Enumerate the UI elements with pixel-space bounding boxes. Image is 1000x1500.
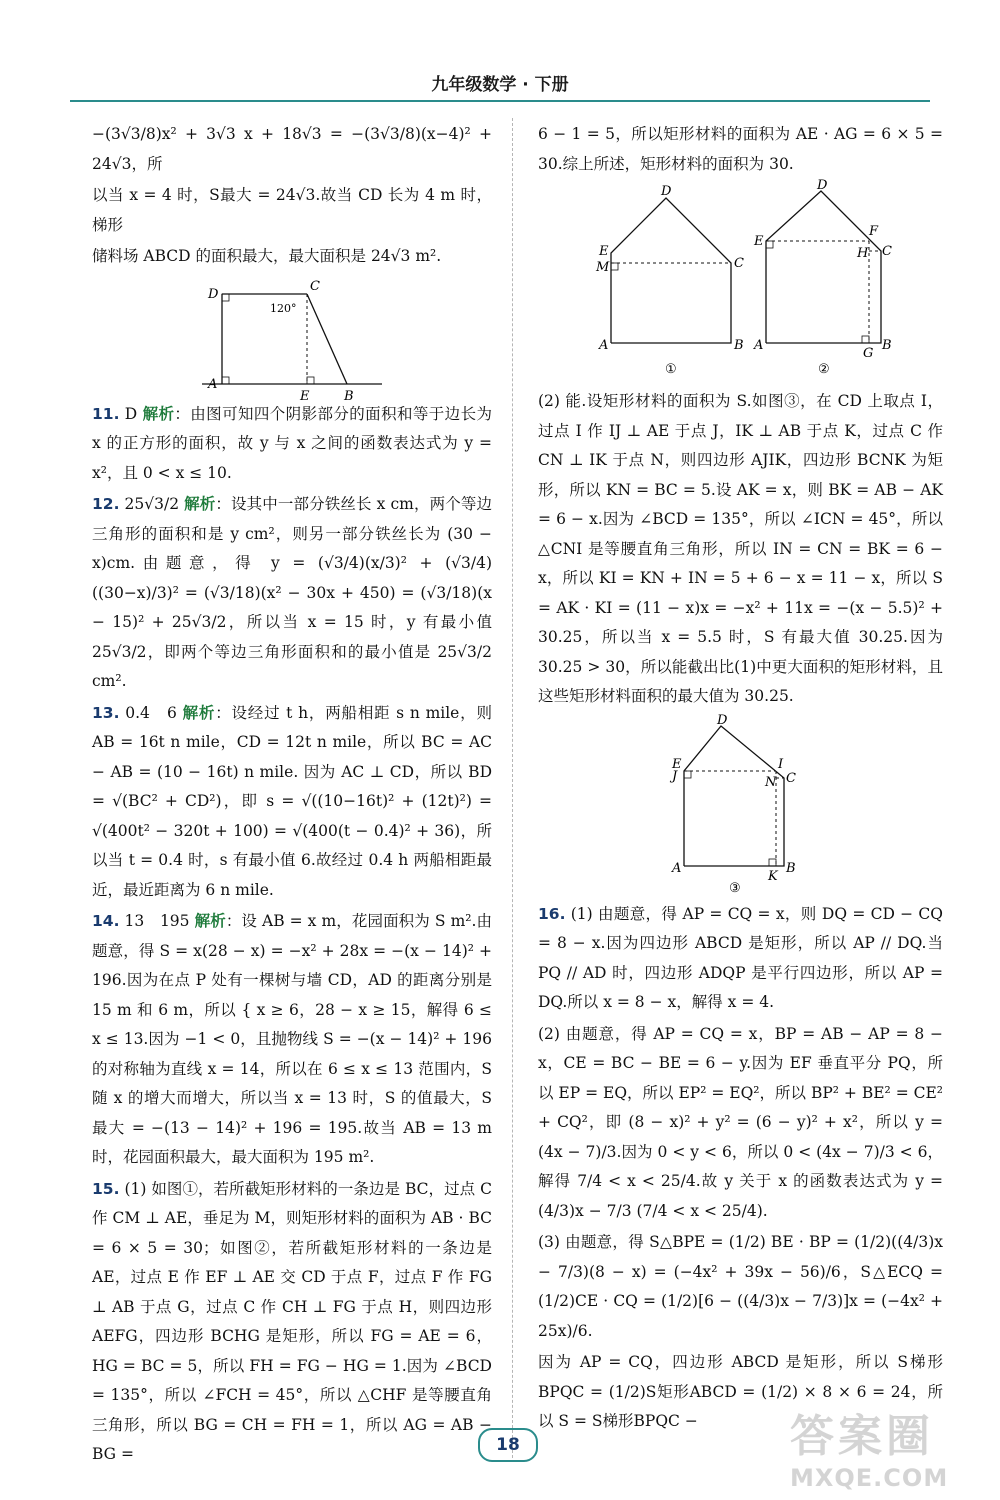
question-15: [92, 1175, 492, 1470]
figure-label: ①: [664, 362, 677, 377]
question-number: 11.: [92, 404, 120, 423]
question-number: 13.: [92, 703, 120, 722]
right-column: [538, 120, 943, 1439]
analysis-tag: 解析: [194, 912, 226, 930]
solution-continued-line: 以当 x = 4 时，S最大 = 24√3.故当 CD 长为 4 m 时，梯形: [92, 186, 492, 234]
analysis-text: ：设经过 t h，两船相距 s n mile，则 AB = 16t n mile，CD = 12t n mile，所以 BC = AC − AB = (10 − 16t) n mile. 因为 AC ⊥ CD，所以 BD = √(BC² + CD²)，即 s = √((10−16t)² + (12t)²) = √(400t² − 320t + 100) = √(400(t − 0.4)² + 36)，所以当 t = 0.4 时，s 有最小值 6.故经过 0.4 h 两船相距最近，最近距离为 6 n mile.: [92, 703, 492, 899]
question-14: [92, 907, 492, 1173]
label-k: K: [767, 868, 778, 884]
label-c: C: [785, 770, 796, 786]
label-d: D: [660, 184, 671, 199]
label-d: D: [208, 286, 219, 302]
label-j: J: [671, 768, 677, 784]
analysis-text: ：由图可知四个阴影部分的面积和等于边长为 x 的正方形的面积，故 y 与 x 之间的函数表达式为 y = x²，且 0 < x ≤ 10.: [92, 404, 492, 482]
answer: 25√3/2: [124, 495, 180, 513]
angle-label: 120°: [270, 301, 297, 315]
question-13: [92, 699, 492, 906]
label-a: A: [208, 376, 218, 392]
label-n: N: [764, 774, 776, 790]
question-number: 14.: [92, 912, 120, 930]
header-divider: [70, 100, 930, 102]
analysis-tag: 解析: [182, 703, 216, 722]
watermark-url: MXQE.COM: [790, 1464, 949, 1492]
answer: 13 195: [124, 912, 190, 930]
label-e: E: [671, 756, 681, 772]
analysis-text: ：设 AB = x m，花园面积为 S m².由题意，得 S = x(28 − x) = −x² + 28x = −(x − 14)² + 196.因为在点 P 处有一棵树与墙 CD，AD 的距离分别是 15 m 和 6 m，所以 { x ≥ 6，28 − x ≥ 15，解得 6 ≤ x ≤ 13.因为 −1 < 0，且抛物线 S = −(x − 14)² + 196 的对称轴为直线 x = 14，所以在 6 ≤ x ≤ 13 范围内，S 随 x 的增大而增大，所以当 x = 13 时，S 的值最大，S最大 = −(13 − 14)² + 196 = 195.故当 AB = 13 m 时，花园面积最大，最大面积为 195 m².: [92, 912, 493, 1166]
label-c: C: [310, 278, 320, 294]
label-a: A: [671, 860, 681, 876]
label-i: I: [777, 756, 783, 772]
solution-continued: 6 − 1 = 5，所以矩形材料的面积为 AE · AG = 6 × 5 = 30.综上所述，矩形材料的面积为 30.: [538, 125, 943, 173]
label-e: E: [753, 234, 763, 249]
label-m: M: [595, 260, 609, 275]
column-divider: [512, 118, 513, 1458]
label-e: E: [300, 388, 310, 404]
figure-1: [595, 184, 744, 377]
label-b: B: [881, 338, 892, 353]
label-c: C: [733, 256, 744, 271]
page-header: 九年级数学 · 下册: [431, 75, 569, 95]
label-f: F: [868, 224, 878, 239]
question-11: [92, 400, 492, 489]
question-number: 15.: [92, 1179, 120, 1198]
label-b: B: [785, 860, 796, 876]
question-number: 12.: [92, 495, 120, 513]
label-e: E: [598, 244, 608, 259]
analysis-text: (1) 如图①，若所截矩形材料的一条边是 BC，过点 C 作 CM ⊥ AE，垂足为 M，则矩形材料的面积为 AB · BC = 6 × 5 = 30；如图②，若所截矩形材料的一条边是 AE，过点 E 作 EF ⊥ AE 交 CD 于点 F，过点 F 作 FG ⊥ AB 于点 G，过点 C 作 CH ⊥ FG 于点 H，则四边形 AEFG，四边形 BCHG 是矩形，所以 FG = AE = 6，HG = BC = 5，所以 FH = FG − HG = 1.因为 ∠BCD = 135°，所以 ∠FCH = 45°，所以 △CHF 是等腰直角三角形，所以 BG = CH = FH = 1，所以 AG = AB − BG =: [92, 1179, 492, 1463]
label-g: G: [862, 346, 873, 361]
analysis-text: ：设其中一部分铁丝长 x cm，两个等边三角形的面积和是 y cm²，则另一部分铁丝长为 (30 − x)cm.由题意，得 y = (√3/4)(x/3)² + (√3/4)((30−x)/3)² = (√3/18)(x² − 30x + 450) = (√3/18)(x − 15)² + 25√3/2，所以当 x = 15 时，y 有最小值 25√3/2，即两个等边三角形面积和的最小值是 25√3/2 cm².: [92, 495, 492, 690]
page-number: 18: [478, 1428, 538, 1462]
question-16-part-2: (2) 由题意，得 AP = CQ = x，BP = AB − AP = 8 − x，CE = BC − BE = 6 − y.因为 EF 垂直平分 PQ，所以 EP = EQ，所以 EP² = EQ²，所以 BP² + BE² = CE² + CQ²，即 (8 − x)² + y² = (6 − y)² + x²，所以 y = (4x − 7)/3.因为 0 < y < 6，所以 0 < (4x − 7)/3 < 6，解得 7/4 < x < 25/4.故 y 关于 x 的函数表达式为 y = (4/3)x − 7/3 (7/4 < x < 25/4).: [538, 1024, 943, 1220]
label-a: A: [753, 338, 763, 353]
label-c: C: [881, 244, 892, 259]
analysis-tag: 解析: [184, 495, 216, 513]
question-16-part-3: (3) 由题意，得 S△BPE = (1/2) BE · BP = (1/2)((4/3)x − 7/3)(8 − x) = (−4x² + 39x − 56)/6，S△ECQ = (1/2)CE · CQ = (1/2)[6 − ((4/3)x − 7/3)]x = (−4x² + 25x)/6.: [538, 1233, 943, 1340]
question-number: 16.: [538, 904, 566, 923]
question-16-part-4: 因为 AP = CQ，四边形 ABCD 是矩形，所以 S梯形BPQC = (1/2)S矩形ABCD = (1/2) × 8 × 6 = 24，所以 S = S梯形BPQC −: [538, 1353, 943, 1430]
figure-label: ③: [728, 880, 741, 896]
label-b: B: [733, 338, 744, 353]
left-column: [92, 120, 492, 1472]
figure-label: ②: [817, 362, 830, 377]
trapezoid-figure: [92, 276, 492, 404]
solution-continued-line: −(3√3/8)x² + 3√3 x + 18√3 = −(3√3/8)(x−4)² + 24√3，所: [92, 125, 492, 173]
answer: 0.4 6: [125, 703, 177, 722]
question-15-part-2: (2) 能.设矩形材料的面积为 S.如图③，在 CD 上取点 I，过点 I 作 IJ ⊥ AE 于点 J，IK ⊥ AB 于点 K，过点 C 作 CN ⊥ IK 于点 N，则四边形 AJIK，四边形 BCNK 为矩形，所以 KN = BC = 5.设 AK = x，则 BK = AB − AK = 6 − x.因为 ∠BCD = 135°，所以 ∠ICN = 45°，所以 △CNI 是等腰直角三角形，所以 IN = CN = BK = 6 − x，所以 KI = KN + IN = 5 + 6 − x = 11 − x，所以 S = AK · KI = (11 − x)x = −x² + 11x = −(x − 5.5)² + 30.25，所以当 x = 5.5 时，S 有最大值 30.25.因为 30.25 > 30，所以能截出比(1)中更大面积的矩形材料，且这些矩形材料面积的最大值为 30.25.: [538, 392, 943, 705]
watermark: [790, 1400, 980, 1490]
solution-continued-line: 储料场 ABCD 的面积最大，最大面积是 24√3 m².: [92, 247, 442, 265]
question-12: [92, 490, 492, 697]
analysis-tag: 解析: [142, 404, 175, 423]
question-16: [538, 900, 943, 1018]
part-1: (1) 由题意，得 AP = CQ = x，则 DQ = CD − CQ = 8 − x.因为四边形 ABCD 是矩形，所以 AP // DQ.当 PQ // AD 时，四边形 ADQP 是平行四边形，所以 AP = DQ.所以 x = 8 − x，解得 x = 4.: [538, 904, 943, 1011]
label-a: A: [598, 338, 608, 353]
label-b: B: [344, 388, 354, 404]
watermark-logo: 答案圈: [790, 1411, 934, 1462]
label-d: D: [816, 178, 827, 193]
label-h: H: [856, 246, 868, 261]
figure-2: [753, 178, 892, 377]
figures-1-2: [538, 178, 943, 383]
figure-3: [538, 712, 943, 896]
answer: D: [124, 404, 138, 423]
label-d: D: [716, 712, 727, 728]
